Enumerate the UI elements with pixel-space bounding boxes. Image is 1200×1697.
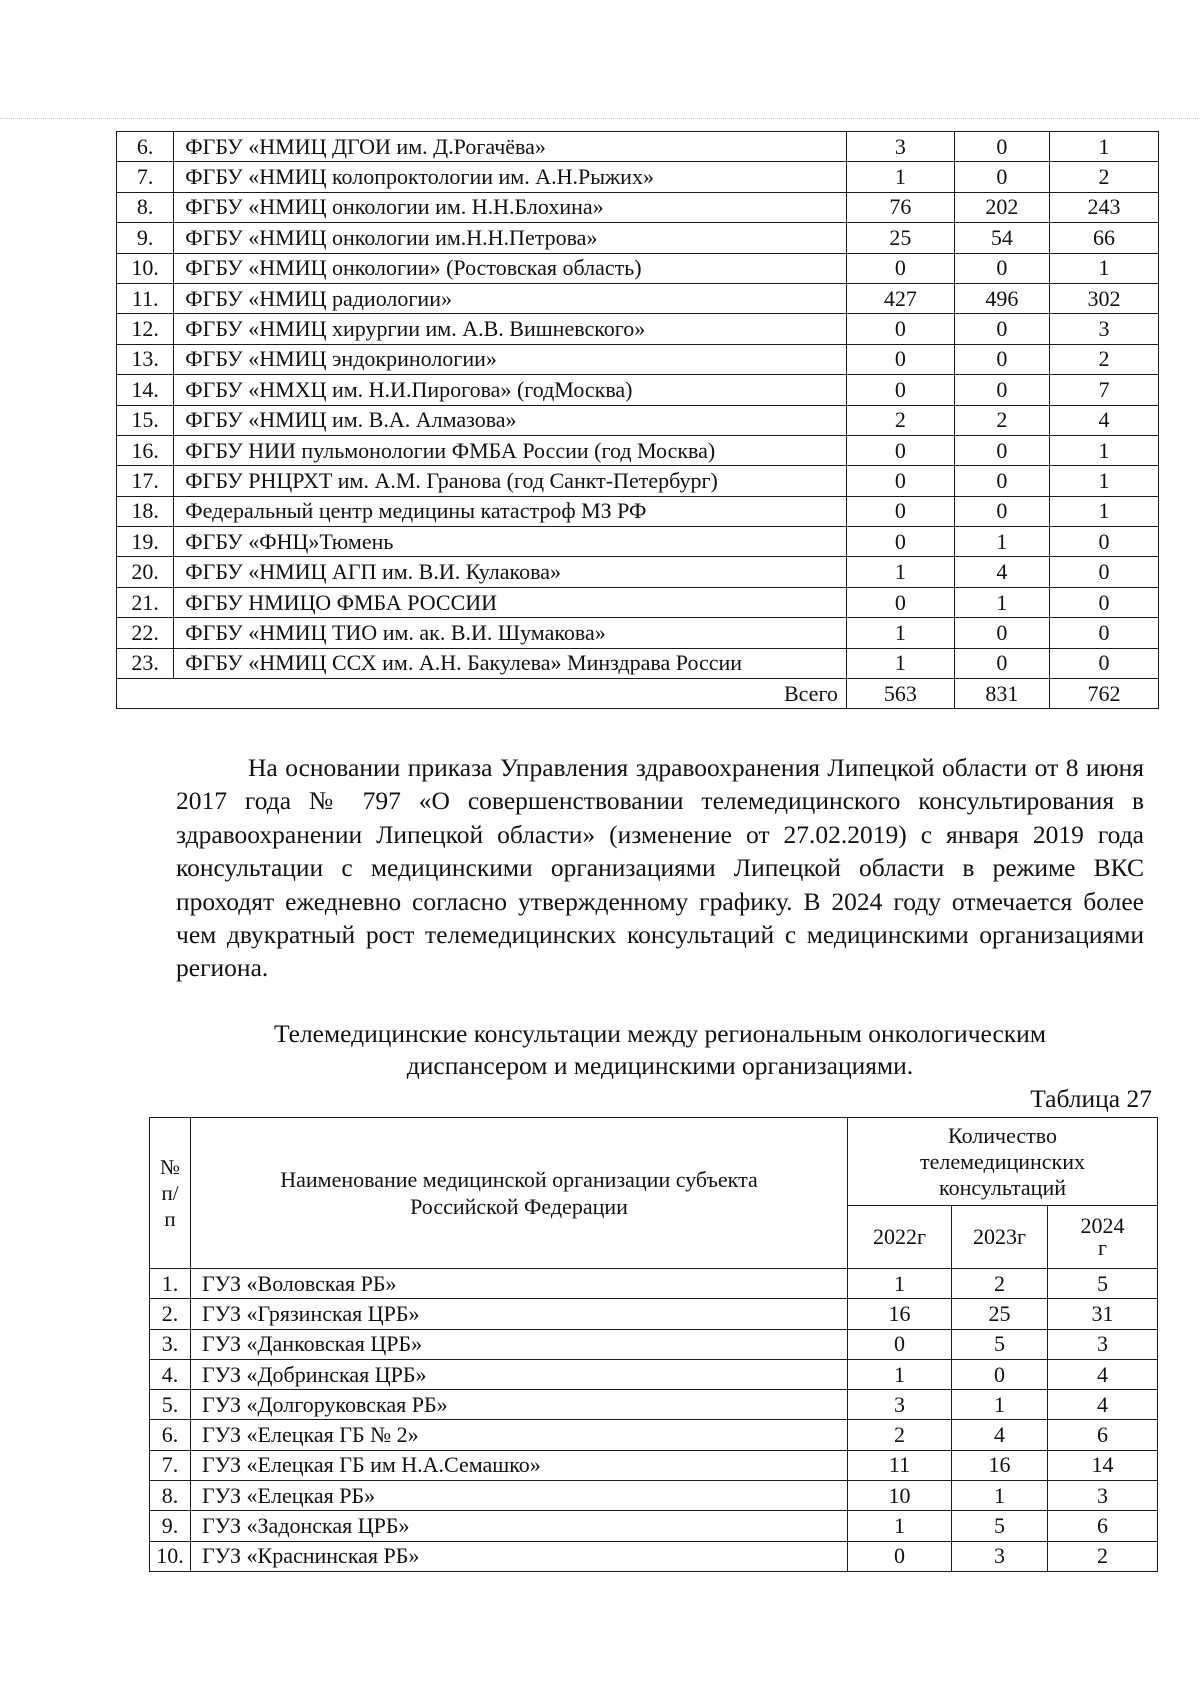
value-2022: 76	[846, 192, 954, 222]
value-2024: 4	[1049, 405, 1158, 435]
table-row	[117, 132, 1159, 162]
value-2022: 1	[848, 1359, 952, 1389]
header-2024	[1048, 1206, 1158, 1269]
table-row	[150, 1481, 1158, 1511]
value-2023: 2	[952, 1269, 1048, 1299]
value-2023: 54	[954, 223, 1049, 253]
value-2022: 1	[846, 162, 954, 192]
row-number: 8.	[150, 1481, 191, 1511]
value-2024: 3	[1048, 1481, 1158, 1511]
value-2022: 1	[848, 1269, 952, 1299]
organization-name: ФГБУ «ФНЦ»Тюмень	[174, 527, 847, 557]
table-row	[150, 1359, 1158, 1389]
value-2023: 1	[954, 527, 1049, 557]
table-row	[117, 496, 1159, 526]
header-2023: 2023г	[952, 1206, 1048, 1269]
organization-name: ФГБУ «НМИЦ ССХ им. А.Н. Бакулева» Минздрава России	[174, 648, 847, 678]
row-number: 9.	[150, 1511, 191, 1541]
organization-name: ФГБУ НИИ пульмонологии ФМБА России (год Москва)	[174, 435, 847, 465]
value-2024: 0	[1049, 648, 1158, 678]
value-2024: 243	[1049, 192, 1158, 222]
value-2024: 14	[1048, 1450, 1158, 1480]
regional-consultations-table	[149, 1117, 1158, 1572]
table-row	[150, 1541, 1158, 1571]
value-2024: 2	[1049, 162, 1158, 192]
value-2024: 0	[1049, 587, 1158, 617]
value-2022: 0	[846, 253, 954, 283]
header-number-line-2: п/	[161, 1181, 179, 1205]
row-number: 10.	[150, 1541, 191, 1571]
row-number: 16.	[117, 435, 174, 465]
row-number: 6.	[117, 132, 174, 162]
row-number: 8.	[117, 192, 174, 222]
header-2024-line-1: 2024	[1080, 1213, 1125, 1238]
organization-name: ФГБУ «НМИЦ колопроктологии им. А.Н.Рыжих»	[174, 162, 847, 192]
organization-name: ГУЗ «Елецкая ГБ им Н.А.Семашко»	[191, 1450, 848, 1480]
row-number: 14.	[117, 375, 174, 405]
organization-name: ФГБУ «НМИЦ ТИО им. ак. В.И. Шумакова»	[174, 618, 847, 648]
value-2023: 0	[954, 466, 1049, 496]
row-number: 19.	[117, 527, 174, 557]
value-2023: 5	[952, 1329, 1048, 1359]
value-2022: 1	[846, 648, 954, 678]
value-2022: 1	[846, 557, 954, 587]
value-2022: 0	[846, 344, 954, 374]
row-number: 15.	[117, 405, 174, 435]
organization-name: ГУЗ «Данковская ЦРБ»	[191, 1329, 848, 1359]
table-row	[117, 618, 1159, 648]
organization-name: ФГБУ «НМИЦ онкологии им. Н.Н.Блохина»	[174, 192, 847, 222]
value-2022: 0	[846, 496, 954, 526]
value-2024: 4	[1048, 1390, 1158, 1420]
header-2022: 2022г	[848, 1206, 952, 1269]
header-2024-line-2: г	[1097, 1235, 1108, 1260]
table-row	[117, 435, 1159, 465]
row-number: 7.	[150, 1450, 191, 1480]
value-2023: 0	[954, 435, 1049, 465]
scan-artifact-line	[0, 118, 1200, 119]
value-2023: 0	[954, 314, 1049, 344]
value-2023: 1	[954, 587, 1049, 617]
value-2024: 3	[1049, 314, 1158, 344]
value-2023: 0	[954, 648, 1049, 678]
total-label: Всего	[117, 679, 847, 709]
header-number	[150, 1118, 191, 1269]
row-number: 4.	[150, 1359, 191, 1389]
table-row	[117, 648, 1159, 678]
header-organization-line-1: Наименование медицинской организации субъекта	[280, 1167, 758, 1192]
row-number: 1.	[150, 1269, 191, 1299]
value-2023: 5	[952, 1511, 1048, 1541]
table-caption	[176, 1018, 1144, 1082]
consultations-table-continued	[116, 131, 1159, 709]
value-2023: 0	[954, 375, 1049, 405]
header-number-line-3: п	[164, 1207, 176, 1231]
value-2022: 3	[846, 132, 954, 162]
organization-name: ФГБУ «НМИЦ ДГОИ им. Д.Рогачёва»	[174, 132, 847, 162]
value-2024: 1	[1049, 466, 1158, 496]
table-row	[117, 587, 1159, 617]
table-row	[117, 405, 1159, 435]
organization-name: ФГБУ «НМИЦ онкологии им.Н.Н.Петрова»	[174, 223, 847, 253]
organization-name: ГУЗ «Добринская ЦРБ»	[191, 1359, 848, 1389]
value-2024: 31	[1048, 1299, 1158, 1329]
organization-name: ГУЗ «Елецкая РБ»	[191, 1481, 848, 1511]
total-2023: 831	[954, 679, 1049, 709]
table-row	[117, 162, 1159, 192]
value-2022: 3	[848, 1390, 952, 1420]
table-row	[117, 283, 1159, 313]
table-row	[117, 527, 1159, 557]
table-row	[117, 192, 1159, 222]
table-number-label: Таблица 27	[1030, 1084, 1152, 1113]
value-2024: 1	[1049, 496, 1158, 526]
value-2023: 496	[954, 283, 1049, 313]
row-number: 10.	[117, 253, 174, 283]
value-2022: 0	[846, 435, 954, 465]
row-number: 7.	[117, 162, 174, 192]
value-2024: 2	[1048, 1541, 1158, 1571]
row-number: 18.	[117, 496, 174, 526]
value-2024: 302	[1049, 283, 1158, 313]
value-2023: 1	[952, 1390, 1048, 1420]
row-number: 11.	[117, 283, 174, 313]
value-2024: 0	[1049, 618, 1158, 648]
organization-name: ФГБУ «НМХЦ им. Н.И.Пирогова» (годМосква)	[174, 375, 847, 405]
row-number: 23.	[117, 648, 174, 678]
total-row	[117, 679, 1159, 709]
value-2023: 25	[952, 1299, 1048, 1329]
header-organization	[191, 1118, 848, 1269]
value-2022: 10	[848, 1481, 952, 1511]
table-row	[117, 223, 1159, 253]
value-2023: 16	[952, 1450, 1048, 1480]
value-2022: 427	[846, 283, 954, 313]
organization-name: ГУЗ «Грязинская ЦРБ»	[191, 1299, 848, 1329]
header-consultations-group	[848, 1118, 1158, 1206]
value-2023: 1	[952, 1481, 1048, 1511]
total-2022: 563	[846, 679, 954, 709]
value-2024: 1	[1049, 253, 1158, 283]
total-2024: 762	[1049, 679, 1158, 709]
row-number: 5.	[150, 1390, 191, 1420]
organization-name: ФГБУ РНЦРХТ им. А.М. Гранова (год Санкт-Петербург)	[174, 466, 847, 496]
value-2024: 3	[1048, 1329, 1158, 1359]
value-2023: 0	[954, 496, 1049, 526]
row-number: 13.	[117, 344, 174, 374]
table-row	[150, 1390, 1158, 1420]
value-2024: 5	[1048, 1269, 1158, 1299]
value-2023: 4	[954, 557, 1049, 587]
row-number: 12.	[117, 314, 174, 344]
row-number: 20.	[117, 557, 174, 587]
header-group-line-2: телемедицинских	[919, 1148, 1086, 1174]
value-2023: 0	[954, 253, 1049, 283]
organization-name: ГУЗ «Воловская РБ»	[191, 1269, 848, 1299]
value-2023: 202	[954, 192, 1049, 222]
value-2022: 2	[846, 405, 954, 435]
organization-name: ГУЗ «Задонская ЦРБ»	[191, 1511, 848, 1541]
value-2022: 0	[846, 466, 954, 496]
value-2022: 2	[848, 1420, 952, 1450]
row-number: 3.	[150, 1329, 191, 1359]
value-2024: 6	[1048, 1511, 1158, 1541]
value-2022: 1	[848, 1511, 952, 1541]
value-2022: 16	[848, 1299, 952, 1329]
organization-name: ФГБУ НМИЦО ФМБА РОССИИ	[174, 587, 847, 617]
value-2023: 0	[954, 618, 1049, 648]
organization-name: ГУЗ «Елецкая ГБ № 2»	[191, 1420, 848, 1450]
value-2023: 2	[954, 405, 1049, 435]
caption-line-1: Телемедицинские консультации между региональным онкологическим	[274, 1019, 1046, 1048]
value-2022: 0	[846, 587, 954, 617]
table-row	[150, 1269, 1158, 1299]
value-2023: 4	[952, 1420, 1048, 1450]
caption-line-2: диспансером и медицинскими организациями.	[406, 1051, 914, 1080]
value-2022: 0	[846, 527, 954, 557]
value-2024: 66	[1049, 223, 1158, 253]
value-2022: 0	[848, 1329, 952, 1359]
table-row	[117, 253, 1159, 283]
organization-name: ГУЗ «Долгоруковская РБ»	[191, 1390, 848, 1420]
table-row	[117, 557, 1159, 587]
table-row	[117, 344, 1159, 374]
value-2024: 4	[1048, 1359, 1158, 1389]
table-row	[117, 314, 1159, 344]
organization-name: ФГБУ «НМИЦ радиологии»	[174, 283, 847, 313]
value-2024: 1	[1049, 435, 1158, 465]
header-organization-line-2: Российской Федерации	[410, 1194, 628, 1219]
value-2022: 25	[846, 223, 954, 253]
header-group-line-1: Количество	[947, 1122, 1058, 1148]
row-number: 21.	[117, 587, 174, 617]
table-row	[150, 1299, 1158, 1329]
row-number: 22.	[117, 618, 174, 648]
body-paragraph: На основании приказа Управления здравоохранения Липецкой области от 8 июня 2017 года № 797 «О совершенствовании телемедицинского консультирования в здравоохранении Липецкой области» (изменение от 27.02.2019) с января 2019 года консультации с медицинскими организациями Липецкой области в режиме ВКС проходят ежедневно согласно утвержденному графику. В 2024 году отмечается более чем двукратный рост телемедицинских консультаций с медицинскими организациями региона.	[176, 753, 1144, 983]
row-number: 6.	[150, 1420, 191, 1450]
organization-name: ФГБУ «НМИЦ им. В.А. Алмазова»	[174, 405, 847, 435]
table-row	[150, 1511, 1158, 1541]
value-2024: 6	[1048, 1420, 1158, 1450]
organization-name: Федеральный центр медицины катастроф МЗ РФ	[174, 496, 847, 526]
value-2022: 0	[848, 1541, 952, 1571]
table-row	[150, 1450, 1158, 1480]
organization-name: ФГБУ «НМИЦ эндокринологии»	[174, 344, 847, 374]
table-row	[117, 466, 1159, 496]
value-2024: 0	[1049, 527, 1158, 557]
organization-name: ГУЗ «Краснинская РБ»	[191, 1541, 848, 1571]
value-2022: 11	[848, 1450, 952, 1480]
row-number: 2.	[150, 1299, 191, 1329]
value-2023: 0	[954, 132, 1049, 162]
value-2023: 0	[952, 1359, 1048, 1389]
organization-name: ФГБУ «НМИЦ хирургии им. А.В. Вишневского»	[174, 314, 847, 344]
value-2024: 0	[1049, 557, 1158, 587]
value-2022: 1	[846, 618, 954, 648]
row-number: 17.	[117, 466, 174, 496]
value-2022: 0	[846, 314, 954, 344]
value-2024: 2	[1049, 344, 1158, 374]
value-2023: 3	[952, 1541, 1048, 1571]
table-row	[117, 375, 1159, 405]
table-row	[150, 1329, 1158, 1359]
organization-name: ФГБУ «НМИЦ онкологии» (Ростовская область)	[174, 253, 847, 283]
row-number: 9.	[117, 223, 174, 253]
value-2024: 1	[1049, 132, 1158, 162]
value-2023: 0	[954, 162, 1049, 192]
value-2024: 7	[1049, 375, 1158, 405]
value-2023: 0	[954, 344, 1049, 374]
value-2022: 0	[846, 375, 954, 405]
organization-name: ФГБУ «НМИЦ АГП им. В.И. Кулакова»	[174, 557, 847, 587]
header-number-line-1: №	[159, 1155, 181, 1179]
table-row	[150, 1420, 1158, 1450]
header-group-line-3: консультаций	[939, 1174, 1066, 1200]
